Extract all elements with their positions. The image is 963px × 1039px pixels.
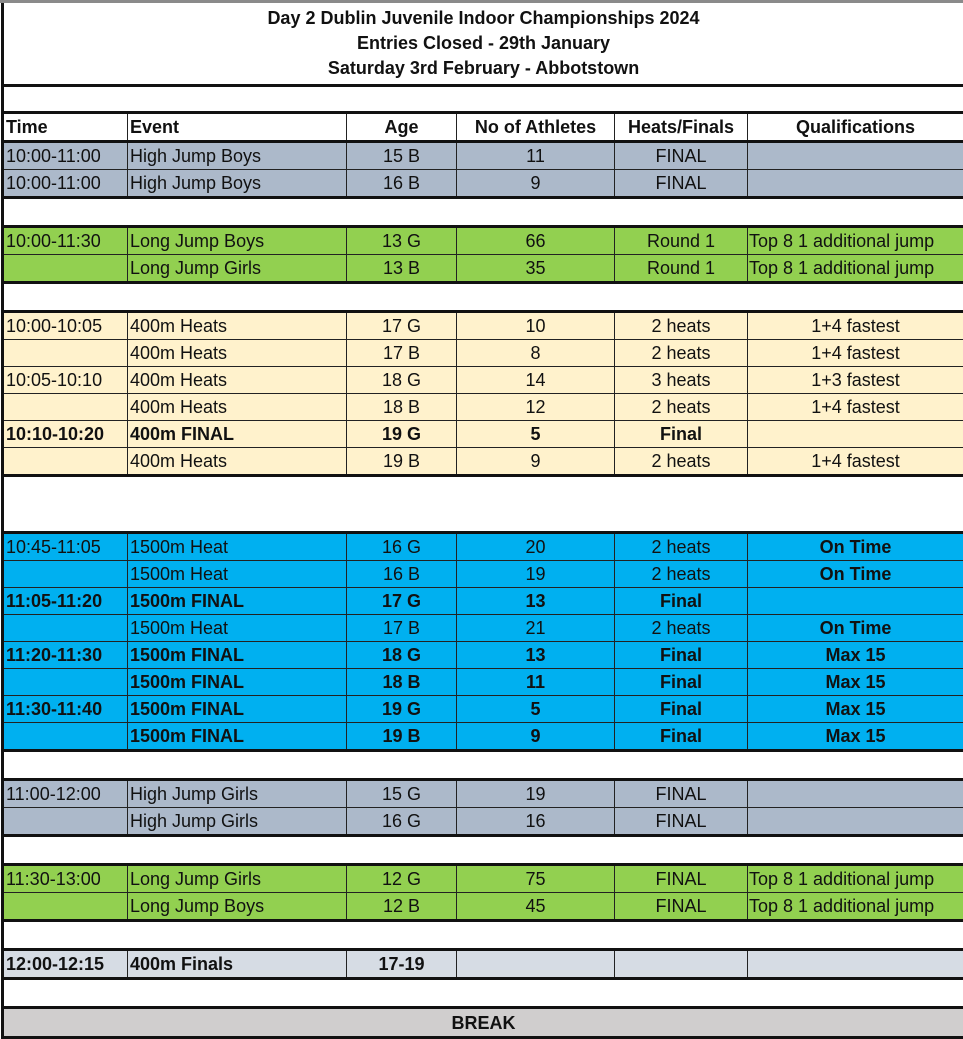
cell-time [4,255,128,281]
cell-heats: Final [615,421,748,447]
cell-heats: FINAL [615,866,748,892]
cell-event: High Jump Boys [128,143,347,169]
cell-time: 11:05-11:20 [4,588,128,614]
header-qualifications: Qualifications [748,114,963,140]
cell-age: 17 B [347,340,457,366]
cell-age: 19 B [347,723,457,749]
cell-age: 13 B [347,255,457,281]
table-row [4,255,963,284]
cell-athletes: 13 [457,588,615,614]
cell-event: High Jump Boys [128,170,347,196]
cell-qualifications [748,951,963,977]
spacer-row [4,284,963,313]
cell-athletes: 9 [457,448,615,474]
cell-heats: FINAL [615,808,748,834]
cell-qualifications: Max 15 [825,699,886,719]
table-row [4,170,963,199]
cell-age: 18 B [347,394,457,420]
table-row [4,642,963,669]
cell-athletes: 5 [457,421,615,447]
cell-athletes: 14 [457,367,615,393]
cell-athletes: 19 [457,561,615,587]
cell-qualifications [748,588,963,614]
cell-age: 17 B [347,615,457,641]
cell-athletes: 9 [457,723,615,749]
cell-qualifications: Top 8 1 additional jump [749,231,935,251]
cell-qualifications: Max 15 [825,672,886,692]
cell-qualifications [748,170,963,196]
title-line-1: Day 2 Dublin Juvenile Indoor Championships 2024 [267,8,700,28]
cell-athletes: 12 [457,394,615,420]
section-400m [4,313,963,477]
cell-time [4,448,128,474]
cell-heats: FINAL [615,170,748,196]
spacer-row [4,87,963,114]
table-row [4,340,963,367]
cell-heats: 2 heats [615,313,748,339]
cell-qualifications [748,421,963,447]
cell-qualifications [748,143,963,169]
cell-age: 13 G [347,228,457,254]
cell-athletes: 8 [457,340,615,366]
cell-time: 10:00-10:05 [4,313,128,339]
table-row [4,421,963,448]
cell-time: 11:20-11:30 [4,642,128,668]
cell-age: 17-19 [347,951,457,977]
cell-time [4,893,128,919]
cell-qualifications: Top 8 1 additional jump [749,258,935,278]
title-line-2: Entries Closed - 29th January [356,33,611,53]
cell-qualifications: On Time [819,564,892,584]
cell-age: 15 B [347,143,457,169]
table-row [4,723,963,752]
cell-athletes: 20 [457,534,615,560]
section-1500m [4,534,963,752]
section-long-jump-12 [4,866,963,922]
cell-age: 19 G [347,696,457,722]
table-row [4,313,963,340]
cell-qualifications: Top 8 1 additional jump [749,869,935,889]
cell-age: 12 B [347,893,457,919]
table-row [4,143,963,170]
cell-time: 10:00-11:00 [4,170,128,196]
cell-age: 17 G [347,313,457,339]
cell-athletes: 19 [457,781,615,807]
header-event: Event [128,114,347,140]
cell-qualifications [748,781,963,807]
cell-event: 1500m FINAL [128,696,347,722]
cell-qualifications: 1+4 fastest [811,397,900,417]
cell-age: 16 B [347,561,457,587]
cell-athletes: 21 [457,615,615,641]
cell-qualifications: On Time [819,537,892,557]
cell-qualifications [748,808,963,834]
cell-heats: 2 heats [615,561,748,587]
cell-heats: 2 heats [615,615,748,641]
cell-athletes: 11 [457,143,615,169]
header-athletes: No of Athletes [457,114,615,140]
break-row: BREAK [4,1009,963,1039]
cell-time: 11:30-11:40 [4,696,128,722]
header-age: Age [347,114,457,140]
cell-age: 16 G [347,808,457,834]
cell-time: 10:00-11:00 [4,143,128,169]
cell-time [4,340,128,366]
cell-age: 19 B [347,448,457,474]
cell-time: 10:10-10:20 [4,421,128,447]
cell-heats: Final [615,588,748,614]
cell-time: 11:00-12:00 [4,781,128,807]
cell-event: High Jump Girls [128,808,347,834]
cell-age: 15 G [347,781,457,807]
cell-event: Long Jump Girls [128,866,347,892]
cell-athletes: 11 [457,669,615,695]
table-row [4,808,963,837]
cell-event: 400m FINAL [128,421,347,447]
cell-age: 17 G [347,588,457,614]
cell-athletes: 13 [457,642,615,668]
cell-heats: 2 heats [615,448,748,474]
cell-time: 10:00-11:30 [4,228,128,254]
cell-event: 1500m Heat [128,615,347,641]
table-header [4,114,963,143]
cell-age: 16 G [347,534,457,560]
cell-athletes: 45 [457,893,615,919]
title-line-3: Saturday 3rd February - Abbotstown [327,58,640,78]
cell-time: 11:30-13:00 [4,866,128,892]
spacer-row [4,752,963,781]
table-row [4,448,963,477]
cell-time: 10:45-11:05 [4,534,128,560]
cell-heats: Final [615,642,748,668]
table-row [4,228,963,255]
table-row [4,696,963,723]
cell-event: Long Jump Boys [128,228,347,254]
cell-time [4,561,128,587]
section-long-jump-13 [4,228,963,284]
cell-event: 1500m FINAL [128,588,347,614]
cell-event: 1500m Heat [128,561,347,587]
cell-heats: 3 heats [615,367,748,393]
cell-qualifications: Max 15 [825,726,886,746]
cell-event: Long Jump Boys [128,893,347,919]
cell-time: 10:05-10:10 [4,367,128,393]
cell-time [4,808,128,834]
section-high-jump-boys [4,143,963,199]
cell-event: 1500m FINAL [128,669,347,695]
table-row [4,561,963,588]
cell-event: 1500m Heat [128,534,347,560]
section-400m-finals [4,951,963,980]
cell-heats [615,951,748,977]
cell-event: High Jump Girls [128,781,347,807]
cell-event: 1500m FINAL [128,642,347,668]
cell-qualifications: Max 15 [825,645,886,665]
section-high-jump-girls [4,781,963,837]
cell-time: 12:00-12:15 [4,951,128,977]
cell-event: 400m Finals [128,951,347,977]
cell-qualifications: Top 8 1 additional jump [749,896,935,916]
cell-heats: 2 heats [615,340,748,366]
cell-age: 12 G [347,866,457,892]
cell-event: 400m Heats [128,367,347,393]
spacer-row [4,922,963,951]
cell-heats: FINAL [615,781,748,807]
spacer-row [4,477,963,534]
cell-age: 18 B [347,669,457,695]
table-row [4,781,963,808]
cell-age: 19 G [347,421,457,447]
cell-event: Long Jump Girls [128,255,347,281]
cell-heats: Final [615,696,748,722]
cell-heats: Round 1 [615,255,748,281]
cell-age: 18 G [347,367,457,393]
cell-athletes: 16 [457,808,615,834]
table-row [4,367,963,394]
header-time: Time [4,114,128,140]
cell-athletes: 9 [457,170,615,196]
cell-heats: Final [615,723,748,749]
cell-qualifications: On Time [819,618,892,638]
cell-athletes: 35 [457,255,615,281]
table-row [4,893,963,922]
cell-athletes [457,951,615,977]
spacer-row [4,199,963,228]
cell-qualifications: 1+4 fastest [811,451,900,471]
table-row [4,534,963,561]
cell-age: 18 G [347,642,457,668]
cell-heats: 2 heats [615,394,748,420]
table-row [4,394,963,421]
spacer-row [4,837,963,866]
cell-athletes: 10 [457,313,615,339]
spacer-row [4,980,963,1009]
cell-event: 400m Heats [128,448,347,474]
cell-time [4,615,128,641]
cell-heats: Round 1 [615,228,748,254]
cell-event: 400m Heats [128,340,347,366]
cell-heats: 2 heats [615,534,748,560]
cell-qualifications: 1+4 fastest [811,316,900,336]
cell-age: 16 B [347,170,457,196]
table-row [4,615,963,642]
schedule-sheet [1,3,963,1039]
cell-heats: FINAL [615,893,748,919]
cell-time [4,394,128,420]
cell-qualifications: 1+4 fastest [811,343,900,363]
header-heats: Heats/Finals [615,114,748,140]
cell-time [4,669,128,695]
cell-time [4,723,128,749]
cell-athletes: 5 [457,696,615,722]
table-row [4,669,963,696]
cell-athletes: 66 [457,228,615,254]
cell-qualifications: 1+3 fastest [811,370,900,390]
cell-heats: FINAL [615,143,748,169]
cell-event: 400m Heats [128,313,347,339]
cell-heats: Final [615,669,748,695]
table-row [4,588,963,615]
cell-event: 1500m FINAL [128,723,347,749]
cell-athletes: 75 [457,866,615,892]
title-block [4,3,963,87]
table-row [4,866,963,893]
table-row [4,951,963,980]
cell-event: 400m Heats [128,394,347,420]
